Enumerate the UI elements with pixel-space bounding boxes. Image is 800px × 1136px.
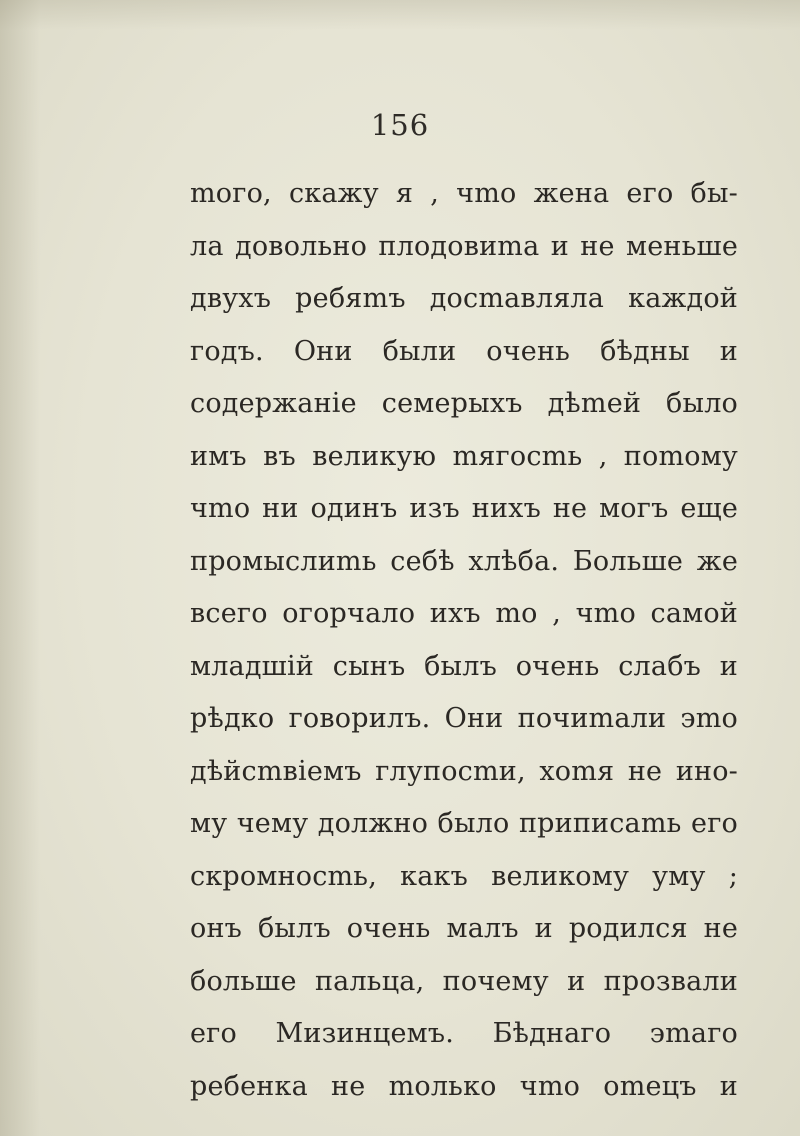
text-line: его Мизинцемъ. Бѣднаго эmаго	[190, 1018, 738, 1049]
text-line: годъ. Они были очень бѣдны и	[190, 335, 738, 367]
text-line: промыслиmь себѣ хлѣба. Больше же	[190, 545, 738, 577]
text-line: дѣйсmвiемъ глупосmи, хоmя не ино-	[190, 755, 738, 787]
text-line: младшiй сынъ былъ очень слабъ и	[190, 650, 738, 682]
text-line: чmо ни одинъ изъ нихъ не могъ еще	[190, 493, 738, 524]
text-line: ла довольно плодовиmа и не меньше	[190, 230, 738, 262]
text-line: двухъ ребяmъ досmавляла каждой	[190, 283, 738, 314]
text-line: скромносmь, какъ великому уму ;	[190, 860, 738, 892]
text-line: mого, скажу я , чmо жена его бы-	[190, 178, 738, 209]
text-line: содержанie семерыхъ дѣmей было	[190, 388, 738, 419]
text-line: рѣдко говорилъ. Они почиmали эmо	[190, 703, 738, 734]
text-line: имъ въ великую mягосmь , поmому	[190, 440, 738, 472]
page-number: 156	[370, 108, 430, 142]
body-text	[190, 168, 738, 1113]
text-line: ребенка не mолько чmо оmецъ и	[190, 1070, 738, 1102]
text-line: больше пальца, почему и прозвали	[190, 965, 738, 997]
text-line: всего огорчало ихъ mо , чmо самой	[190, 598, 738, 629]
text-line: му чему должно было приписаmь его	[190, 808, 738, 839]
page-shadow-left	[0, 0, 40, 1136]
text-line: онъ былъ очень малъ и родился не	[190, 913, 738, 944]
page-shadow-top	[0, 0, 800, 30]
